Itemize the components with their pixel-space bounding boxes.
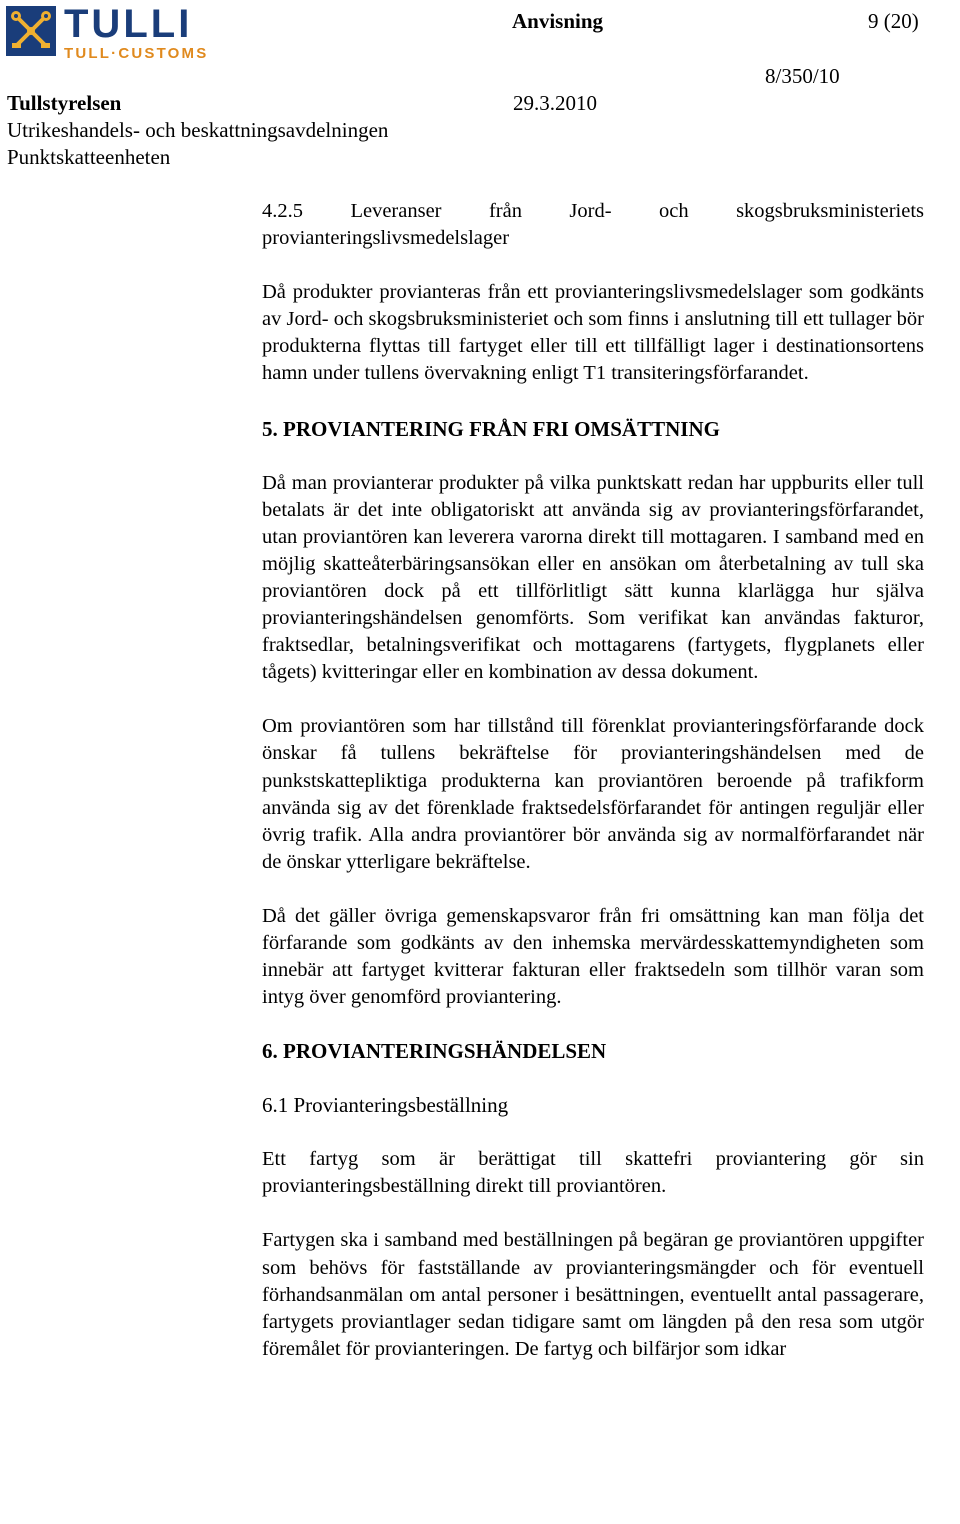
tulli-logo xyxy=(6,4,208,62)
paragraph: Då man provianterar produkter på vilka punktskatt redan har uppburits eller tull betalats är det inte obligatoriskt att använda sig av provianteringsförfarandet, utan proviantören kan leverera varorna direkt till mottagaren. I samband med en möjlig skatteåterbäringsansökan eller en ansökan om återbetalning av tull ska proviantören dock på ett tillförlitligt sätt kunna klarlägga hur själva provianteringshändelsen genomförts. Som verifikat kan användas fakturor, fraktsedlar, betalningsverifikat och mottagarens (fartygets, flygplanets eller tågets) kvitteringar eller en kombination av dessa dokument. xyxy=(262,471,924,684)
paragraph: Då det gäller övriga gemenskapsvaror från fri omsättning kan man följa det förfarande som godkänts av den inhemska mervärdesskattemyndigheten som innebär att fartyget kvitterar fakturan eller fraktsedeln som tillhör varan som intyg över genomförd proviantering. xyxy=(262,904,924,1009)
paragraph: Ett fartyg som är berättigat till skattefri proviantering gör sin provianteringsbeställning direkt till proviantören. xyxy=(262,1148,924,1198)
section-heading-6-1: 6.1 Provianteringsbeställning xyxy=(262,1093,509,1118)
department-name: Utrikeshandels- och beskattningsavdelningen xyxy=(7,118,389,142)
section-heading-6: 6. PROVIANTERINGSHÄNDELSEN xyxy=(262,1039,607,1064)
page-number: 9 (20) xyxy=(868,9,919,33)
tulli-emblem-icon xyxy=(6,6,56,56)
paragraph: Då produkter provianteras från ett provianteringslivsmedelslager som godkänts av Jord- och skogsbruksministeriet och som finns i anslutning till ett tullager bör produkterna flyttas till fartyget eller till ett tillfälligt lager i destinationsortens hamn under tullens övervakning enligt T1 transiteringsförfarandet. xyxy=(262,281,924,385)
organization-name: Tullstyrelsen xyxy=(7,91,122,115)
logo-wordmark: TULLI xyxy=(64,2,193,46)
section-heading-4-2-5: 4.2.5 Leveranser från Jord- och skogsbruksministeriets provianteringslivsmedelslager xyxy=(262,200,924,250)
document-type: Anvisning xyxy=(512,9,604,33)
document-date: 29.3.2010 xyxy=(513,91,597,115)
unit-name: Punktskatteenheten xyxy=(7,145,171,169)
paragraph: Fartygen ska i samband med beställningen på begäran ge proviantören uppgifter som behövs för fastställande av provianteringsmängder och för eventuell förhandsanmälan om antal personer i besättningen, eventuellt antal passagerare, fartygets proviantlager sedan tidigare samt om längden på den resa som utgör föremålet för provianteringen. De fartyg och bilfärjor som idkar xyxy=(262,1229,924,1360)
document-body xyxy=(262,198,924,1363)
paragraph: Om proviantören som har tillstånd till förenklat provianteringsförfarande dock önskar få tullens bekräftelse för provianteringshändelsen med de punkstskattepliktiga produkterna kan proviantören beroende på trafikform använda sig av det förenklade fraktsedelsförfarandet för antingen reguljär eller övrig trafik. Alla andra proviantörer bör använda sig av normalförfarandet när de önskar ytterligare bekräftelse. xyxy=(262,715,924,873)
logo-subtitle: TULL·CUSTOMS xyxy=(64,45,209,62)
reference-number: 8/350/10 xyxy=(765,64,840,88)
section-heading-5: 5. PROVIANTERING FRÅN FRI OMSÄTTNING xyxy=(262,416,720,441)
